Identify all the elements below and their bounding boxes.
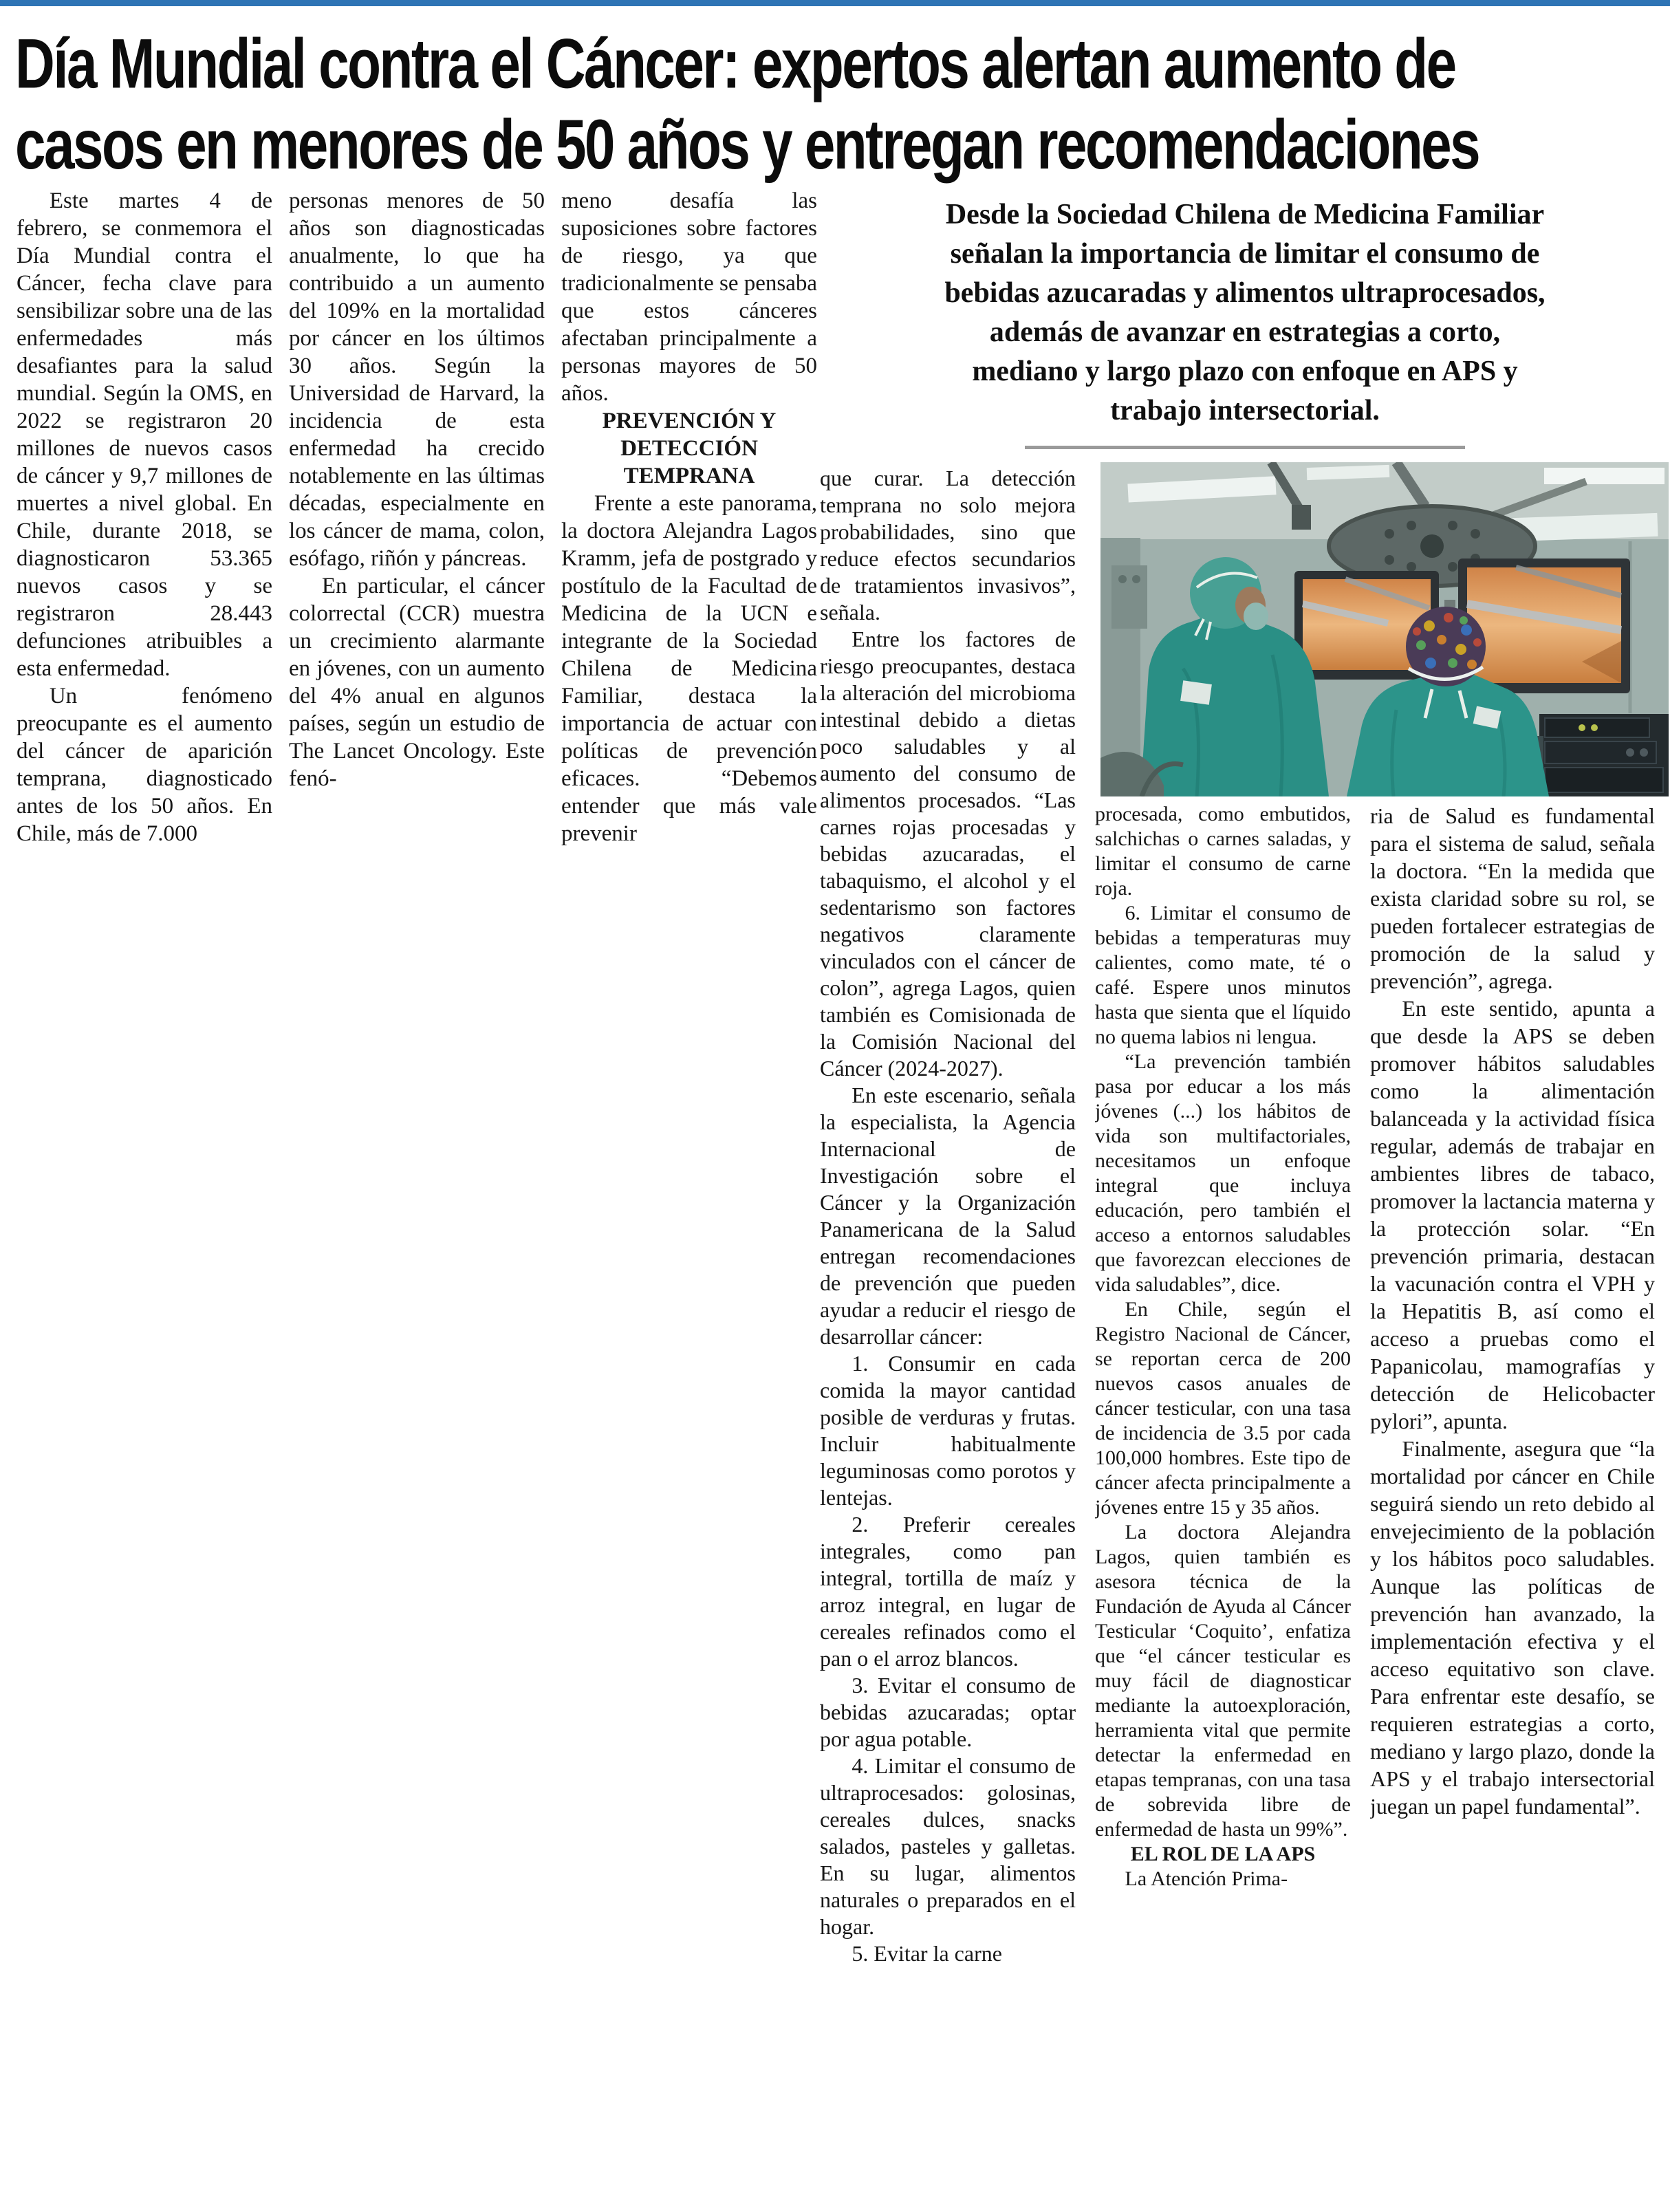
list-item-5: 5. Evitar la carne	[852, 1941, 1002, 1966]
list-item-2: 2. Preferir cereales integrales, como pan integral, tortilla de maíz y arroz integral, en lugar de cereales refinados como el pan o el arroz blancos.	[820, 1512, 1076, 1671]
paragraph: En este sentido, apunta a que desde la APS se deben promover hábitos saludables como la alimentación balanceada y la actividad física regular, además de trabajar en ambientes libres de tabaco, promover la lactancia materna y la protección solar. “En prevención primaria, destacan la vacunación contra el VPH y la Hepatitis B, así como el acceso a pruebas como el Papanicolau, mamografías y detección de Helicobacter pylori”, apunta.	[1370, 996, 1655, 1433]
paragraph: ria de Salud es fundamental para el sistema de salud, señala la doctora. “En la medida que exista claridad sobre su rol, se pueden fortalecer estrategias de promoción de la salud y prevención”, agrega.	[1370, 803, 1655, 993]
headline-line-1: Día Mundial contra el Cáncer: expertos alertan aumento de	[15, 24, 1455, 103]
section-subhead-prevencion: PREVENCIÓN Y DETECCIÓN TEMPRANA	[602, 409, 777, 488]
section-subhead-rol-aps: EL ROL DE LA APS	[1130, 1843, 1316, 1865]
deck-line: además de avanzar en estrategias a corto,	[989, 316, 1501, 348]
paragraph: La doctora Alejandra Lagos, quien también es asesora técnica de la Fundación de Ayuda al Cáncer Testicular ‘Coquito’, enfatiza que “el cáncer testicular es muy fácil de diagnosticar mediante la autoexploración, herramienta vital que permite detectar la enfermedad en etapas tempranas, con una tasa de sobrevida libre de enfermedad de hasta un 99%”.	[1095, 1521, 1351, 1841]
deck-line: señalan la importancia de limitar el consumo de	[950, 238, 1540, 270]
list-item-3: 3. Evitar el consumo de bebidas azucaradas; optar por agua potable.	[820, 1673, 1076, 1751]
text-column-2	[289, 187, 545, 882]
wall-equipment	[1111, 565, 1147, 629]
paragraph: En este escenario, señala la especialista, la Agencia Internacional de Investigación sobre el Cáncer y la Organización Panamericana de la Salud entregan recomendaciones de prevención que pueden ayudar a reducir el riesgo de desarrollar cáncer:	[820, 1083, 1076, 1349]
deck-line: Desde la Sociedad Chilena de Medicina Familiar	[945, 199, 1545, 230]
text-column-5	[1095, 802, 1351, 2209]
deck-line: bebidas azucaradas y alimentos ultraprocesados,	[944, 277, 1546, 309]
text-column-4	[820, 465, 1076, 2206]
deck-line: mediano y largo plazo con enfoque en APS y	[972, 356, 1518, 387]
equipment-tower	[1539, 714, 1669, 796]
paragraph: que curar. La detección temprana no solo mejora probabilidades, sino que reduce efectos secundarios de tratamientos invasivos”, señala.	[820, 466, 1076, 625]
paragraph: Finalmente, asegura que “la mortalidad por cáncer en Chile seguirá siendo un reto debido al envejecimiento de la población y los hábitos poco saludables. Aunque las políticas de prevención han avanzado, la implementación efectiva y el acceso equitativo son clave. Para enfrentar este desafío, se requieren estrategias a corto, mediano y largo plazo, donde la APS y el trabajo intersectorial juegan un papel fundamental”.	[1370, 1436, 1655, 1819]
paragraph: personas menores de 50 años son diagnosticadas anualmente, lo que ha contribuido a un aumento del 109% en la mortalidad por cáncer en los últimos 30 años. Según la Universidad de Harvard, la incidencia de esta enfermedad ha crecido notablemente en las últimas décadas, especialmente en los cáncer de mama, colon, esófago, riñón y páncreas.	[289, 188, 545, 571]
text-column-6	[1370, 802, 1655, 2209]
list-item-6: 6. Limitar el consumo de bebidas a temperaturas muy calientes, como mate, té o café. Espere unos minutos hasta que sienta que el líquido no quema labios ni lengua.	[1095, 902, 1351, 1048]
endoscopy-monitor-right	[1458, 559, 1630, 693]
surgery-photo	[1100, 462, 1669, 796]
paragraph: meno desafía las suposiciones sobre factores de riesgo, ya que tradicionalmente se pensaba que estos cánceres afectaban principalmente a personas mayores de 50 años.	[561, 188, 817, 406]
paragraph: En Chile, según el Registro Nacional de Cáncer, se reportan cerca de 200 nuevos casos anuales de cáncer testicular, con una tasa de incidencia de 3.5 por cada 100,000 hombres. Este tipo de cáncer afecta principalmente a jóvenes entre 15 y 35 años.	[1095, 1298, 1351, 1519]
paragraph: procesada, como embutidos, salchichas o carnes saladas, y limitar el consumo de carne roja.	[1095, 803, 1351, 900]
paragraph: Frente a este panorama, la doctora Alejandra Lagos Kramm, jefa de postgrado y postítulo de la Facultad de Medicina de la UCN e integrante de la Sociedad Chilena de Medicina Familiar, destaca la importancia de actuar con políticas de prevención eficaces. “Debemos entender que más vale prevenir	[561, 491, 817, 846]
text-column-3	[561, 187, 817, 882]
paragraph: Este martes 4 de febrero, se conmemora el Día Mundial contra el Cáncer, fecha clave para sensibilizar sobre una de las enfermedades más desafiantes para la salud mundial. Según la OMS, en 2022 se registraron 20 millones de nuevos casos de cáncer y 9,7 millones de muertes a nivel global. En Chile, durante 2018, se diagnosticaron 53.365 nuevos casos y se registraron 28.443 defunciones atribuibles a esta enfermedad.	[17, 188, 272, 681]
headline-line-2: casos en menores de 50 años y entregan recomendaciones	[15, 105, 1479, 184]
paragraph: En particular, el cáncer colorrectal (CCR) muestra un crecimiento alarmante en jóvenes, con un aumento del 4% anual en algunos países, según un estudio de The Lancet Oncology. Este fenó-	[289, 574, 545, 791]
text-column-1	[17, 187, 272, 882]
list-item-1: 1. Consumir en cada comida la mayor cantidad posible de verduras y frutas. Incluir habitualmente leguminosas como porotos y lentejas.	[820, 1351, 1076, 1510]
article-headline	[15, 23, 1659, 188]
paragraph: Un fenómeno preocupante es el aumento del cáncer de aparición temprana, diagnosticado antes de los 50 años. En Chile, más de 7.000	[17, 684, 272, 846]
deck-divider-rule	[1025, 446, 1465, 449]
list-item-4: 4. Limitar el consumo de ultraprocesados: golosinas, cereales dulces, snacks salados, pasteles y galletas. En su lugar, alimentos naturales o preparados en el hogar.	[820, 1753, 1076, 1939]
paragraph: Entre los factores de riesgo preocupantes, destaca la alteración del microbioma intestinal debido a dietas poco saludables y al aumento del consumo de alimentos procesados. “Las carnes rojas procesadas y bebidas azucaradas, el tabaquismo, el alcohol y el sedentarismo son factores negativos claramente vinculados con el cáncer de colon”, agrega Lagos, quien también es Comisionada de la Comisión Nacional del Cáncer (2024-2027).	[820, 627, 1076, 1081]
paragraph: “La prevención también pasa por educar a los más jóvenes (...) los hábitos de vida son multifactoriales, necesitamos un enfoque integral que incluya educación, pero también el acceso a entornos saludables que favorezcan elecciones de vida saludables”, dice.	[1095, 1050, 1351, 1296]
article-deck	[832, 195, 1658, 449]
top-blue-rule	[0, 0, 1670, 6]
deck-line: trabajo intersectorial.	[1110, 395, 1380, 426]
surgery-photo-illustration	[1100, 462, 1669, 796]
paragraph: La Atención Prima-	[1125, 1867, 1288, 1890]
